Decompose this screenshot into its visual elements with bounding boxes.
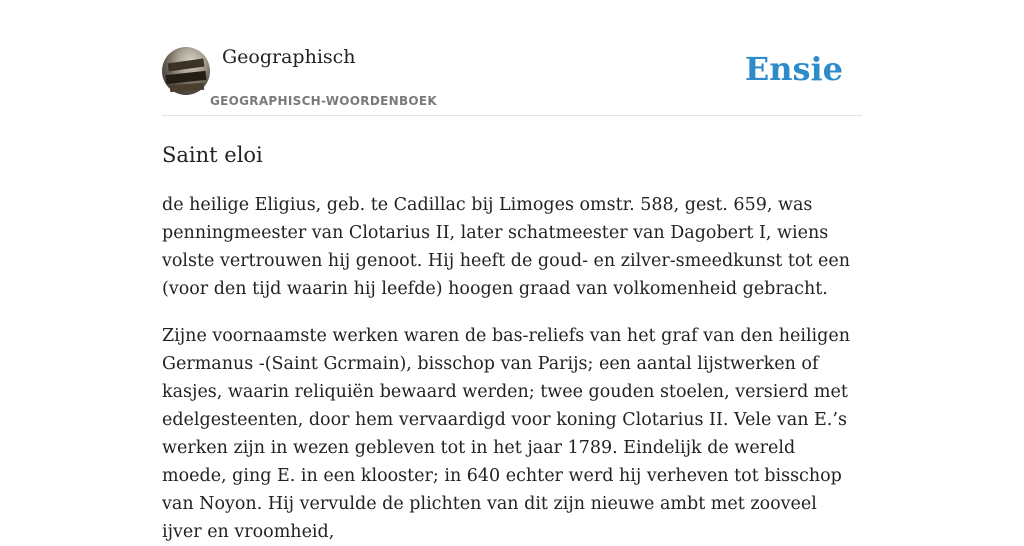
page bbox=[162, 0, 862, 546]
article-title: Saint eloi bbox=[162, 143, 263, 167]
article-paragraph: de heilige Eligius, geb. te Cadillac bij Limoges omstr. 588, gest. 659, was penningmeester van Clotarius II, later schatmeester van Dagobert I, wiens volste vertrouwen hij genoot. Hij heeft de goud- en zilver-smeedkunst tot een (voor den tijd waarin hij leefde) hoogen graad van volkomenheid gebracht. bbox=[162, 195, 851, 299]
site-name[interactable]: Geographisch bbox=[222, 46, 356, 68]
site-subtitle[interactable]: GEOGRAPHISCH-WOORDENBOEK bbox=[210, 94, 437, 108]
article-body bbox=[162, 191, 862, 546]
book-spine bbox=[170, 83, 204, 92]
book-spine bbox=[168, 59, 205, 72]
ensie-logo[interactable]: Ensie bbox=[744, 50, 843, 88]
article-paragraph: Zijne voornaamste werken waren de bas-reliefs van het graf van den heiligen Germanus -(Saint Gcrmain), bisschop van Parijs; een aantal lijstwerken of kasjes, waarin reliquiën bewaard werden; twee gouden stoelen, versierd met edelgesteenten, door hem vervaardigd voor koning Clotarius II. Vele van E.’s werken zijn in wezen gebleven tot in het jaar 1789. Eindelijk de wereld moede, ging E. in een klooster; in 640 echter werd hij verheven tot bisschop van Noyon. Hij vervulde de plichten van dit zijn nieuwe ambt met zooveel ijver en vroomheid, bbox=[162, 326, 850, 542]
avatar[interactable] bbox=[162, 47, 210, 95]
header bbox=[162, 0, 862, 116]
